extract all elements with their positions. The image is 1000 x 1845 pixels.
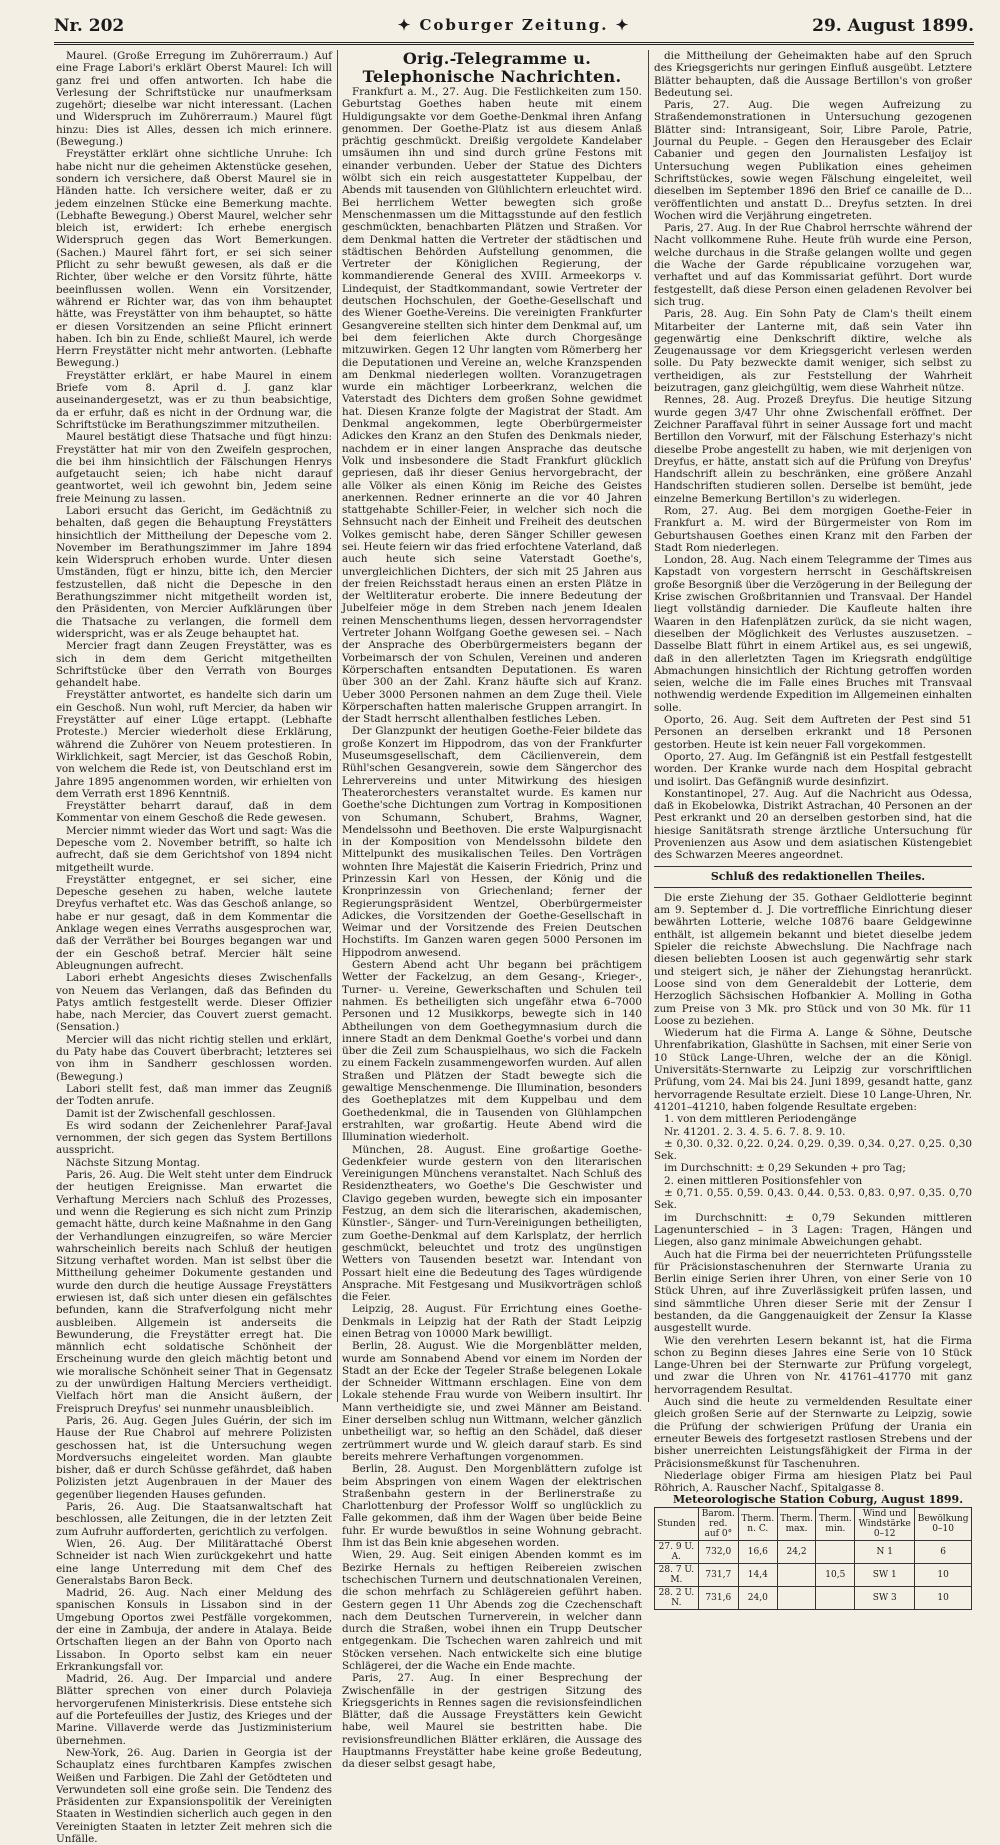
column-rule — [337, 50, 338, 1402]
divider — [654, 887, 972, 888]
meteo-header-cell: Wind und Windstärke 0–12 — [855, 1507, 915, 1540]
meteo-cell: 28. 2 U. N. — [655, 1586, 699, 1609]
article-paragraph: Niederlage obiger Firma am hiesigen Platz bei Paul Röhrich, A. Rauscher Nachf., Spitalgasse 8. — [654, 1469, 972, 1495]
meteo-cell: 24,0 — [738, 1586, 777, 1609]
article-paragraph: Freystätter antwortet, es handelte sich darin um ein Geschoß. Nun wohl, ruft Mercier, da haben wir Freystätter auf einer Lüge ertappt. (Lebhafte Proteste.) Mercier wiederholt diese Erklärung, während die Zuhörer von Neuem protestieren. In Wirklichkeit, sagt Mercier, ist das Geschoß Robin, von welchem die Rede ist, von Deutschland erst im Jahre 1895 angenommen worden, wir erhielten von dem Verrath erst 1896 Kenntniß. — [56, 689, 332, 800]
article-paragraph: Labori stellt fest, daß man immer das Zeugniß der Todten anrufe. — [56, 1082, 332, 1108]
column-3 — [654, 50, 972, 1608]
article-paragraph: Paris, 26. Aug. Gegen Jules Guérin, der sich im Hause der Rue Chabrol auf mehrere Polizisten geschossen hat, ist die Untersuchung wegen Mordversuchs eingeleitet worden. Man glaubte bisher, daß er durch Schüsse gefährdet, daß haben Polizisten jetzt Augenbrauen in der Mauer des gegenüber liegenden Hauses gefunden. — [56, 1414, 332, 1501]
meteo-header-cell: Bewölkung 0–10 — [915, 1507, 972, 1540]
meteo-cell: 27. 9 U. A. — [655, 1540, 699, 1563]
article-paragraph: Oporto, 27. Aug. Im Gefängniß ist ein Pestfall festgestellt worden. Der Kranke wurde nach dem Hospital gebracht und isolirt. Das Gefängniß wurde desinfizirt. — [654, 750, 972, 788]
article-paragraph: Madrid, 26. Aug. Nach einer Meldung des spanischen Konsuls in Lissabon sind in der Umgebung Oportos zwei Pestfälle vorgekommen, der eine in Zambuja, der andere in Atalaya. Beide Ortschaften liegen an der Bahn von Oporto nach Lissabon. In Oporto selbst kam ein neuer Erkrankungsfall vor. — [56, 1587, 332, 1673]
meteo-cell: 10 — [915, 1586, 972, 1609]
article-paragraph: Maurel bestätigt diese Thatsache und fügt hinzu: Freystätter hat mir von den Zweifeln gesprochen, die bei ihm hinsichtlich der Fälschungen Henrys aufgetaucht seien; ich habe nicht darauf geantwortet, weil ich gewohnt bin, Jedem seine freie Meinung zu lassen. — [56, 431, 332, 505]
meteo-cell: 10 — [915, 1563, 972, 1586]
divider — [654, 866, 972, 867]
article-paragraph: 2. einen mittleren Positionsfehler von — [664, 1174, 863, 1187]
column-rule — [648, 50, 649, 1402]
meteo-header-cell: Therm. min. — [816, 1507, 855, 1540]
article-paragraph: Der Glanzpunkt der heutigen Goethe-Feier bildete das große Konzert im Hippodrom, das von der Frankfurter Museumsgesellschaft, dem Cäcilienverein, dem Rühl'schen Gesangverein, sowie dem Sängerchor des Lehrervereins und unter Mitwirkung des hiesigen Theaterorchesters veranstaltet wurde. Es kamen nur Goethe'sche Dichtungen zum Vortrag in Kompositionen von Schumann, Schubert, Brahms, Wagner, Mendelssohn und Beethoven. Die erste Walpurgisnacht in der Komposition von Mendelssohn bildete den Mittelpunkt des musikalischen Teiles. Den Vorträgen wohnten Ihre Majestät die Kaiserin Friedrich, Prinz und Prinzessin Karl von Hessen, der König und die Kronprinzessin von Griechenland; ferner der Regierungspräsident Wentzel, Oberbürgermeister Adickes, die Vorsitzenden der Goethe-Gesellschaft in Weimar und der Vorsitzende des Freien Deutschen Hochstifts. Im Ganzen waren gegen 5000 Personen im Hippodrom anwesend. — [342, 725, 642, 959]
meteo-row — [655, 1563, 972, 1586]
article-paragraph: ± 0,71. 0,55. 0,59. 0,43. 0,44. 0,53. 0,83. 0,97. 0,35. 0,70 Sek. — [654, 1187, 972, 1212]
article-paragraph: Labori erhebt Angesichts dieses Zwischenfalls von Neuem das Verlangen, daß das Befinden du Patys amtlich festgestellt werde. Dieser Offizier habe, nach Mercier, das Couvert zuerst gemacht. (Sensation.) — [56, 972, 332, 1034]
section-heading: Orig.-Telegramme u. Telephonische Nachrichten. — [362, 49, 622, 86]
meteo-cell: 731,7 — [698, 1563, 738, 1586]
meteo-cell: 24,2 — [777, 1540, 816, 1563]
article-paragraph: Leipzig, 28. August. Für Errichtung eines Goethe-Denkmals in Leipzig hat der Rath der Stadt Leipzig einen Betrag von 10000 Mark bewilligt. — [342, 1303, 642, 1340]
meteo-cell: SW 1 — [855, 1563, 915, 1586]
article-paragraph: im Durchschnitt: ± 0,79 Sekunden mittleren Lagenunterschied – in 3 Lagen: Tragen, Hängen und Liegen, also ganz minimale Abweichungen gehabt. — [654, 1211, 972, 1249]
article-paragraph: Labori ersucht das Gericht, im Gedächtniß zu behalten, daß gegen die Behauptung Freystätters hinsichtlich der Mittheilung der Depesche vom 2. November im Berathungszimmer im Jahre 1894 kein Widerspruch erhoben wurde. Unter diesen Umständen, fügt er hinzu, bitte ich, den Mercier festzustellen, daß nicht die Depesche in den Berathungszimmer nicht mitgetheilt worden ist, den Präsidenten, von Mercier Aufklärungen über die Thatsache zu verlangen, die formell dem widerspricht, was er als Zeuge behauptet hat. — [56, 504, 332, 640]
article-paragraph: ± 0,30. 0,32. 0,22. 0,24. 0,29. 0,39. 0,34. 0,27. 0,25. 0,30 Sek. — [654, 1137, 972, 1163]
article-paragraph: im Durchschnitt: ± 0,29 Sekunden + pro Tag; — [664, 1162, 906, 1175]
meteo-cell: 10,5 — [816, 1563, 855, 1586]
article-paragraph: Maurel. (Große Erregung im Zuhörerraum.) Auf eine Frage Labori's erklärt Oberst Maurel: Ich will ganz frei und offen antworten. Ich habe die Verlesung der Schriftstücke nur unaufmerksam zugehört; dieselbe war nicht interessant. (Lachen und Widerspruch im Zuhörerraum.) Maurel fügt hinzu: Dies ist Alles, dessen ich mich erinnere. (Bewegung.) — [56, 50, 332, 149]
article-paragraph: Freystätter entgegnet, er sei sicher, eine Depesche gesehen zu haben, welche lautete Dreyfus verhaftet etc. Was das Geschoß anlange, so habe er nur gesagt, daß in dem Kommentar die Anklage wegen eines Verraths ausgesprochen war, daß der Verräther bei Bourges begangen war und der ein Geschoß betraf. Mercier hält seine Ableugnungen aufrecht. — [56, 873, 332, 972]
article-paragraph: Paris, 27. Aug. In der Rue Chabrol herrschte während der Nacht vollkommene Ruhe. Heute früh wurde eine Person, welche durchaus in die Straße gelangen wollte und gegen die Wache der Garde républicaine vorzugehen war, verhaftet und auf das Kommissariat geführt. Dort wurde festgestellt, daß diese Person einen geladenen Revolver bei sich trug. — [654, 222, 972, 308]
meteo-row — [655, 1540, 972, 1563]
meteo-title: Meteorologische Station Coburg, August 1899. — [672, 1493, 964, 1507]
meteo-table — [654, 1507, 972, 1610]
article-paragraph: Berlin, 28. August. Wie die Morgenblätter melden, wurde am Sonnabend Abend vor einem im Norden der Stadt an der Ecke der Tegeler Straße belegenen Lokale der Schneider Wittmann erschlagen. Eine von dem Lokale stehende Frau wurde von Weibern insultirt. Ihr Mann vertheidigte sie, und zwei Männer am Beistand. Einer derselben schlug nun Wittmann, welcher gänzlich unbetheiligt war, so heftig an den Schädel, daß dieser zertrümmert wurde und W. gleich darauf starb. Es sind bereits mehrere Verhaftungen vorgenommen. — [342, 1340, 642, 1463]
article-paragraph: Mercier nimmt wieder das Wort und sagt: Was die Depesche vom 2. November betrifft, so halte ich aufrecht, daß sie dem Gerichtshof von 1894 nicht mitgetheilt wurde. — [56, 824, 332, 874]
article-paragraph: Paris, 27. Aug. In einer Besprechung der Zwischenfälle in der gestrigen Sitzung des Kriegsgerichts in Rennes sagen die revisionsfeindlichen Blätter, daß die Aussage Freystätters kein Gewicht habe, weil Maurel sie bestritten habe. Die revisionsfreundlichen Blätter erklären, die Aussage des Hauptmanns Freystätter habe keine große Bedeutung, da dieser selbst gesagt habe, — [342, 1672, 642, 1771]
meteo-cell: 28. 7 U. M. — [655, 1563, 699, 1586]
column-1 — [56, 50, 332, 1845]
article-paragraph: Oporto, 26. Aug. Seit dem Auftreten der Pest sind 51 Personen an derselben erkrankt und 18 Personen gestorben. Heute ist kein neuer Fall vorgekommen. — [654, 714, 972, 751]
article-paragraph: Madrid, 26. Aug. Der Imparcial und andere Blätter sprechen von einer durch Polavieja hervorgerufenen Ministerkrisis. Diese entstehe sich auf die Portefeuilles der Justiz, des Krieges und der Marine. Villaverde werde das Justizministerium übernehmen. — [56, 1673, 332, 1747]
article-paragraph: Wien, 29. Aug. Seit einigen Abenden kommt es im Bezirke Hernals zu heftigen Reibereien zwischen tschechischen Turnern und deutschnationalen Vereinen, die schon mehrfach zu Schlägereien geführt haben. Gestern gegen 11 Uhr Abends zog die Czechenschaft nach dem Deutschen Turnerverein, in welcher dann durch die Straßen, wobei ihnen ein Trupp Deutscher entgegenkam. Die Tschechen waren zahlreich und mit Stöcken versehen. Nach entwickelte sich eine blutige Schlägerei, der die Wache ein Ende machte. — [342, 1549, 642, 1672]
article-paragraph: Freystätter erklärt ohne sichtliche Unruhe: Ich habe nicht nur die geheimen Aktenstücke gesehen, sondern ich versichere, daß Oberst Maurel sie in Händen hatte. Ich versichere weiter, daß er zu jedem einzelnen Stücke eine Bemerkung machte. (Lebhafte Bewegung.) Oberst Maurel, welcher sehr bleich ist, erwidert: Ich erhebe energisch Widerspruch gegen das Wort Bemerkungen. (Sachen.) Maurel fährt fort, er sei sich seiner Pflicht zu sehr bewußt gewesen, als daß er die Richter, über welche er den Vorsitz führte, hätte beeinflussen wollen. Wenn ein Vorsitzender, während er Richter war, das von ihm behauptet hätte, was Freystätter von ihm behauptet, so hätte er diesen Vorsitzenden an seine Pflicht erinnert haben. Ich bin zu Ende, schließt Maurel, ich werde Herrn Freystätter nicht mehr antworten. (Lebhafte Bewegung.) — [56, 148, 332, 370]
article-paragraph: Auch sind die heute zu vermeldenden Resultate einer gleich großen Serie auf der Sternwarte zu Leipzig, sowie die Prüfung der schwierigen Prüfung der Urania ein erneuter Beweis des fortgesetzt rastlosen Strebens und der bisher unerreichten Leistungsfähigkeit der Firma in der Präcisionsmeßkunst für Taschenuhren. — [654, 1396, 972, 1470]
issue-date: 29. August 1899. — [812, 16, 974, 36]
article-paragraph: Auch hat die Firma bei der neuerrichteten Prüfungsstelle für Präcisionstaschenuhren der Sternwarte Urania zu Berlin einige Serien ihrer Uhren, von einer Serie von 10 Stück Uhren, auf ihre Zuverlässigkeit prüfen lassen, und sind sämmtliche Uhren dieser Serie mit der Zensur I bestanden, da die Ganggenauigkeit der Zensur Ia Klasse ausgestellt wurde. — [654, 1248, 972, 1335]
meteo-header-cell: Therm. max. — [777, 1507, 816, 1540]
meteo-cell: SW 3 — [855, 1586, 915, 1609]
article-paragraph: Mercier fragt dann Zeugen Freystätter, was es sich in dem dem Gericht mitgetheilten Schriftstücke über den Verrath von Bourges gehandelt habe. — [56, 640, 332, 690]
meteo-cell — [816, 1540, 855, 1563]
meteo-header-cell: Barom. red. auf 0° — [698, 1507, 738, 1540]
article-paragraph: Wie den verehrten Lesern bekannt ist, hat die Firma schon zu Beginn dieses Jahres eine Serie von 10 Stück Lange-Uhren bei der Sternwarte zur Prüfung vorgelegt, und zwar die Uhren von Nr. 41761–41770 mit ganz hervorragendem Resultat. — [654, 1334, 972, 1396]
meteo-cell — [816, 1586, 855, 1609]
meteo-cell: 732,0 — [698, 1540, 738, 1563]
article-paragraph: Mercier will das nicht richtig stellen und erklärt, du Paty habe das Couvert überbracht; letzteres sei von ihm in Sandherr geschlossen worden. (Bewegung.) — [56, 1033, 332, 1083]
meteo-cell: 14,4 — [738, 1563, 777, 1586]
column-2 — [342, 49, 642, 1771]
meteo-header-cell: Stunden — [655, 1507, 699, 1540]
article-paragraph: Berlin, 28. August. Den Morgenblättern zufolge ist beim Abspringen von einem Wagen der elektrischen Straßenbahn gestern in der Berlinerstraße zu Charlottenburg der Professor Wolff so unglücklich zu Falle gekommen, daß ihm der Wagen über beide Beine fuhr. Er wurde bewußtlos in seine Wohnung gebracht. Ihm ist das Bein knie abgesehen worden. — [342, 1463, 642, 1550]
article-paragraph: die Mittheilung der Geheimakten habe auf den Spruch des Kriegsgerichts nur geringen Einfluß ausgeübt. Letztere Blätter behaupten, daß die Aussage Bertillon's von großer Bedeutung sei. — [654, 50, 972, 99]
article-paragraph: Rennes, 28. Aug. Prozeß Dreyfus. Die heutige Sitzung wurde gegen 3/47 Uhr ohne Zwischenfall eröffnet. Der Zeichner Paraffaval führt in seiner Aussage fort und macht Bertillon den Vorwurf, mit der Fälschung Esterhazy's nicht dieselbe Probe angestellt zu haben, wie mit derjenigen von Dreyfus, er hätte, anstatt sich auf die Prüfung von Dreyfus' Handschrift allein zu beschränken, eine größere Anzahl Handschriften studieren sollen. Derselbe ist bemüht, jede einzelne Bemerkung Bertillon's zu widerlegen. — [654, 394, 972, 505]
article-paragraph: Die erste Ziehung der 35. Gothaer Geldlotterie beginnt am 9. September d. J. Die vortreffliche Einrichtung dieser bewährten Lotterie, welche 10876 baare Geldgewinne enthält, ist allgemein bekannt und bietet dieselbe jedem Spieler die reichste Abwechslung. Die Nachfrage nach diesen beliebten Loosen ist auch gegenwärtig sehr stark und steigert sich, je näher der Ziehungstag heranrückt. Loose sind von dem Generaldebit der Lotterie, dem Herzoglich Sächsischen Hofbankier A. Molling in Gotha zum Preise von 3 Mk. pro Stück und von 30 Mk. für 11 Loose zu beziehen. — [654, 891, 972, 1027]
article-paragraph: Nächste Sitzung Montag. — [66, 1156, 201, 1169]
article-paragraph: Paris, 26. Aug. Die Welt steht unter dem Eindruck der heutigen Ereignisse. Man erwartet die Verhaftung Merciers nach Schluß des Prozesses, und wenn die Regierung es sich nicht zum Prinzip gemacht hätte, durch keine Maßnahme in den Gang der Verhandlungen einzugreifen, so wäre Mercier wahrscheinlich bereits nach Schluß der heutigen Sitzung verhaftet worden. Man ist selbst über die Mittheilung geheimer Dokumente gestanden und wurde den durch die heutige Aussage Freystätters erwiesen ist, daß sich unter diesen ein gefälschtes befunden, kann die Strafverfolgung nicht mehr ausbleiben. Allgemein ist anderseits die Bewunderung, die Freystätter erregt hat. Die männlich echt soldatische Schönheit der Erscheinung wurde den gleich mächtig betont und wie moralische Schönheit seiner That in Gegensatz zu der unwürdigen Haltung Merciers vertheidigt. Vielfach hört man die Ansicht äußern, der Freispruch Dreyfus' sei nunmehr unausbleiblich. — [56, 1169, 332, 1415]
article-paragraph: Konstantinopel, 27. Aug. Auf die Nachricht aus Odessa, daß in Ekobelowka, Distrikt Astrachan, 40 Personen an der Pest erkrankt und 20 an derselben gestorben sind, hat die hiesige Sanitätsrath strenge ärztliche Untersuchung für Provenienzen aus Asow und dem asiatischen Küstengebiet des Schwarzen Meeres angeordnet. — [654, 787, 972, 862]
article-paragraph: Damit ist der Zwischenfall geschlossen. — [66, 1107, 276, 1120]
page-number: Nr. 202 — [54, 16, 125, 36]
page-header — [54, 14, 974, 45]
article-paragraph: Frankfurt a. M., 27. Aug. Die Festlichkeiten zum 150. Geburtstag Goethes haben heute mit einem Huldigungsakte vor dem Goethe-Denkmal ihren Anfang genommen. Der Goethe-Platz ist aus diesem Anlaß prächtig geschmückt. Dreißig vergoldete Kandelaber umsäumen ihn und sind durch grüne Festons mit einander verbunden. Ueber der Statue des Dichters wölbt sich ein reich ausgestatteter Kuppelbau, der Abends mit tausenden von Glühlichtern erleuchtet wird. Bei herrlichem Wetter bewegten sich große Menschenmassen um die Mittagsstunde auf den festlich geschmückten, benachbarten Plätzen und Straßen. Vor dem Denkmal hatten die Vertreter der städtischen und städtischen Behörden Aufstellung genommen, die Vertreter der Königlichen Regierung, der kommandierende General des XVIII. Armeekorps v. Lindequist, der Stadtkommandant, sowie Vertreter der deutschen Hochschulen, der Goethe-Gesellschaft und des Wiener Goethe-Vereins. Die vereinigten Frankfurter Gesangvereine stellten sich hinter dem Denkmal auf, um bei dem feierlichen Akte durch Chorgesänge mitzuwirken. Gegen 12 Uhr langten vom Römerberg her die Deputationen und Vereine an, welche Kranzspenden am Denkmal niederlegen wollten. Voranzugetragen wurde ein mächtiger Lorbeerkranz, welchen die Vaterstadt des Dichters dem großen Sohne gewidmet hat. Diesen Kranze folgte der Magistrat der Stadt. Am Denkmal angekommen, legte Oberbürgermeister Adickes den Kranz an den Stufen des Denkmals nieder, nachdem er in einer langen Ansprache das deutsche Volk und insbesondere die Stadt Frankfurt glücklich gepriesen, daß ihr dieser Genius hervorgebracht, der alle Völker als einen König im Reiche des Geistes anerkennen. Redner erinnerte an die vor 40 Jahren stattgehabte Schiller-Feier, in welcher sich noch die Sehnsucht nach der Einheit und Freiheit des deutschen Volkes gemischt habe, deren Sänger Schiller gewesen sei. Heute feiern wir das fried erfochtene Vaterland, daß auch heute sich seine Vaterstadt Goethe's, unvergleichlichen Dichters, der sich mit 25 Jahren aus der freien Reichsstadt heraus einen an ersten Plätze in der Weltliteratur eroberte. Die innere Bedeutung der Jubelfeier möge in dem Streben nach jenem Idealen reinen Menschenthums liegen, dessen hervorragendster Vertreter Johann Wolfgang Goethe gewesen sei. – Nach der Ansprache des Oberbürgermeisters begann der Vorbeimarsch der von Schulen, Vereinen und anderen Körperschaften entsandten Deputationen. Es waren über 300 an der Zahl. Kranz häufte sich auf Kranz. Ueber 3000 Personen nahmen an dem Zuge theil. Viele Körperschaften hatten malerische Gruppen arrangirt. In der Stadt herrscht allenthalben festliches Leben. — [342, 86, 642, 726]
article-paragraph: Gestern Abend acht Uhr begann bei prächtigem Wetter der Fackelzug, an dem Gesang-, Krieger-, Turner- u. Vereine, Gewerkschaften und Schulen teil nahmen. Es betheiligten sich ungefähr etwa 6–7000 Personen und 12 Musikkorps, bewegte sich in 140 Abtheilungen von dem Goethegymnasium durch die innere Stadt an dem Denkmal Goethe's vorbei und dann über die Zeil zum Schauspielhaus, wo sich die Fackeln zu einem Fackeln zusammengeworfen wurden. Auf allen Straßen und Plätzen der Stadt bewegte sich die gewaltige Menschenmenge. Die Illumination, besonders des Goetheplatzes mit dem Kuppelbau und dem Goethedenkmal, die in Tausenden von Glühlampchen erstrahlten, war großartig. Heute Abend wird die Illumination wiederholt. — [342, 959, 642, 1144]
article-paragraph: Wien, 26. Aug. Der Militärattaché Oberst Schneider ist nach Wien zurückgekehrt und hatte eine lange Unterredung mit dem Chef des Generalstabs Baron Beck. — [56, 1537, 332, 1587]
article-paragraph: Es wird sodann der Zeichenlehrer Paraf-Javal vernommen, der sich gegen das System Bertillons ausspricht. — [56, 1119, 332, 1157]
article-paragraph: Wiederum hat die Firma A. Lange & Söhne, Deutsche Uhrenfabrikation, Glashütte in Sachsen, mit einer Serie von 10 Stück Lange-Uhren, welche der an die Königl. Universitäts-Sternwarte zu Leipzig zur vorschriftlichen Prüfung, vom 24. Mai bis 24. Juni 1899, gesandt hatte, ganz hervorragende Resultate erzielt. Diese 10 Lange-Uhren, Nr. 41201–41210, haben folgende Resultate ergeben: — [654, 1027, 972, 1113]
meteo-row — [655, 1586, 972, 1609]
article-paragraph: 1. von dem mittleren Periodengänge — [664, 1113, 857, 1126]
article-paragraph: New-York, 26. Aug. Darien in Georgia ist der Schauplatz eines furchtbaren Kampfes zwischen Weißen und Farbigen. Die Zahl der Getödteten und Verwundeten soll eine große sein. Die Tendenz des Präsidenten zur Expansionspolitik der Vereinigten Staaten in Westindien sicherlich auch gegen in den Vereinigten Staaten in letzter Zeit mehren sich die Unfälle. — [56, 1746, 332, 1845]
meteo-cell: 16,6 — [738, 1540, 777, 1563]
article-paragraph: London, 28. Aug. Nach einem Telegramme der Times aus Kapstadt von vorgestern herrscht in Geschäftskreisen große Besorgniß über die Verzögerung in der Beilegung der Krise zwischen Großbritannien und Transvaal. Der Handel liegt vollständig darnieder. Die Kaufleute halten ihre Waaren in den Hafenplätzen zurück, da sie nicht wagen, dieselben der Möglichkeit des Verlustes auszusetzen. – Dasselbe Blatt führt in einem Artikel aus, es sei ungewiß, daß in den allerletzten Tagen im Kriegsrath endgültige Abmachungen hinsichtlich der Richtung getroffen worden seien, welche die im Falle eines Bruches mit Transvaal nothwendig werdende Expedition im Allgemeinen einhalten solle. — [654, 554, 972, 714]
article-paragraph: Paris, 28. Aug. Ein Sohn Paty de Clam's theilt einem Mitarbeiter der Lanterne mit, daß sein Vater ihn gegenwärtig eine Denkschrift diktire, welche als Zeugenaussage vor dem Kriegsgericht verlesen werden solle. Du Paty bezweckte damit weniger, sich selbst zu vertheidigen, als zur Feststellung der Wahrheit beizutragen, ganz gleichgültig, wem diese Wahrheit nütze. — [654, 308, 972, 395]
article-paragraph: Freystätter beharrt darauf, daß in dem Kommentar von einem Geschoß die Rede gewesen. — [56, 800, 332, 825]
article-paragraph: Rom, 27. Aug. Bei dem morgigen Goethe-Feier in Frankfurt a. M. wird der Bürgermeister von Rom im Geburtshausen Goethes einen Kranz mit den Farben der Stadt Rom niederlegen. — [654, 504, 972, 554]
meteo-cell — [777, 1586, 816, 1609]
meteo-cell: 731,6 — [698, 1586, 738, 1609]
article-paragraph: München, 28. August. Eine großartige Goethe-Gedenkfeier wurde gestern von den literarischen Vereinigungen Münchens veranstaltet. Nach Schluß des Residenztheaters, wo Goethe's Die Geschwister und Clavigo gegeben wurden, bewegte sich ein imposanter Festzug, an dem sich die literarischen, akademischen, Künstler-, Sänger- und Turn-Vereinigungen betheiligten, zum Goethe-Denkmal auf dem Karlsplatz, der herrlich geschmückt, beleuchtet und trotz des ungünstigen Wetters von Tausenden besetzt war. Intendant von Possart hielt eine die Bedeutung des Tages würdigende Ansprache. Mit Festgesang und Musikvorträgen schloß die Feier. — [342, 1143, 642, 1304]
meteo-header-cell: Therm. n. C. — [738, 1507, 777, 1540]
article-paragraph: Freystätter erklärt, er habe Maurel in einem Briefe vom 8. April d. J. ganz klar auseinandergesetzt, was er zu thun beabsichtige, da er erfuhr, daß es nicht in der Ordnung war, die Schriftstücke im Berathungszimmer mitzutheilen. — [56, 369, 332, 431]
meteo-cell: N 1 — [855, 1540, 915, 1563]
article-paragraph: Paris, 27. Aug. Die wegen Aufreizung zu Straßendemonstrationen in Untersuchung gezogenen Blätter sind: Intransigeant, Soir, Libre Parole, Patrie, Journal du Peuple. – Gegen den Herausgeber des Eclair Cabanier und gegen den Journalisten Lesfaijoy ist Untersuchung wegen Publikation eines geheimen Schriftstückes, sowie wegen Fälschung eingeleitet, weil dieselben im September 1896 den Brief ce canaille de D... veröffentlichten und anstatt D... Dreyfus setzten. In drei Wochen wird die Verjährung eingetreten. — [654, 99, 972, 222]
end-editorial-notice: Schluß des redaktionellen Theiles. — [710, 869, 926, 883]
meteo-cell — [777, 1563, 816, 1586]
meteo-cell: 6 — [915, 1540, 972, 1563]
article-paragraph: Nr. 41201. 2. 3. 4. 5. 6. 7. 8. 9. 10. — [664, 1125, 846, 1138]
newspaper-title: ✦ Coburger Zeitung. ✦ — [397, 16, 631, 34]
article-paragraph: Paris, 26. Aug. Die Staatsanwaltschaft hat beschlossen, alle Zeitungen, die in der letzten Zeit zum Aufruhr aufforderten, gerichtlich zu verfolgen. — [56, 1501, 332, 1538]
